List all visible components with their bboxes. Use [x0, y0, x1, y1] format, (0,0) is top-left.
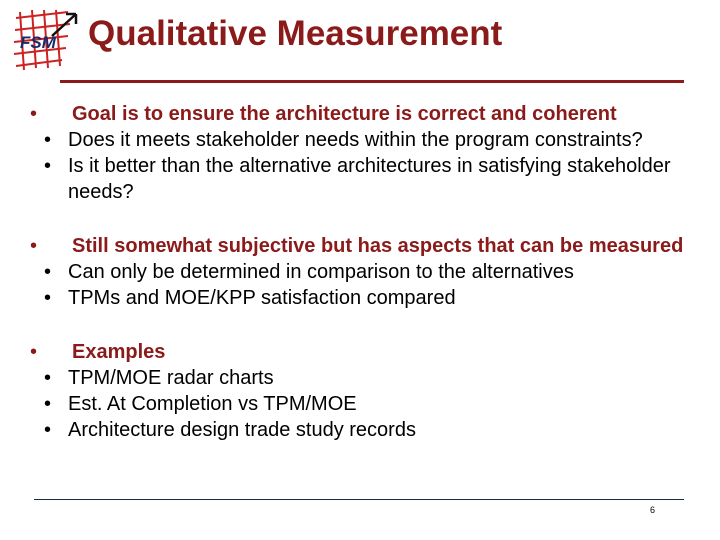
bullet-glyph: •	[30, 235, 38, 257]
bullet-glyph: •	[44, 287, 52, 309]
list-item-text: Est. At Completion vs TPM/MOE	[68, 393, 357, 415]
bullet-glyph: •	[44, 393, 52, 415]
fsm-logo-graphic	[10, 8, 82, 72]
section-heading-text: Still somewhat subjective but has aspects that can be measured	[72, 235, 684, 257]
footer-divider	[34, 499, 684, 500]
section-heading	[30, 339, 690, 365]
bullet-glyph: •	[44, 261, 52, 283]
bullet-glyph: •	[30, 103, 38, 125]
section-heading	[30, 233, 690, 259]
section-examples	[30, 339, 690, 443]
list-item-text: Architecture design trade study records	[68, 419, 416, 441]
bullet-glyph: •	[44, 367, 52, 389]
fsm-logo-text: FSM	[20, 33, 56, 52]
title-divider	[60, 80, 684, 83]
list-item-text: Can only be determined in comparison to the alternatives	[68, 261, 574, 283]
section-heading	[30, 101, 690, 127]
list-item-text: Is it better than the alternative architectures in satisfying stakeholder needs?	[68, 155, 671, 203]
page-number: 6	[650, 505, 656, 515]
list-item	[30, 391, 690, 417]
section-heading-text: Examples	[72, 341, 166, 363]
list-item-text: Does it meets stakeholder needs within the program constraints?	[68, 129, 643, 151]
slide-body	[30, 101, 690, 471]
bullet-glyph: •	[44, 419, 52, 441]
bullet-glyph: •	[44, 129, 52, 151]
list-item	[30, 259, 690, 285]
list-item	[30, 153, 690, 205]
section-subjective	[30, 233, 690, 311]
list-item-text: TPMs and MOE/KPP satisfaction compared	[68, 287, 456, 309]
fsm-logo	[10, 8, 82, 72]
slide-title: Qualitative Measurement	[88, 14, 503, 53]
list-item-text: TPM/MOE radar charts	[68, 367, 274, 389]
bullet-glyph: •	[44, 155, 52, 177]
bullet-glyph: •	[30, 341, 38, 363]
list-item	[30, 127, 690, 153]
section-heading-text: Goal is to ensure the architecture is correct and coherent	[72, 103, 617, 125]
list-item	[30, 417, 690, 443]
section-goal	[30, 101, 690, 205]
list-item	[30, 365, 690, 391]
list-item	[30, 285, 690, 311]
